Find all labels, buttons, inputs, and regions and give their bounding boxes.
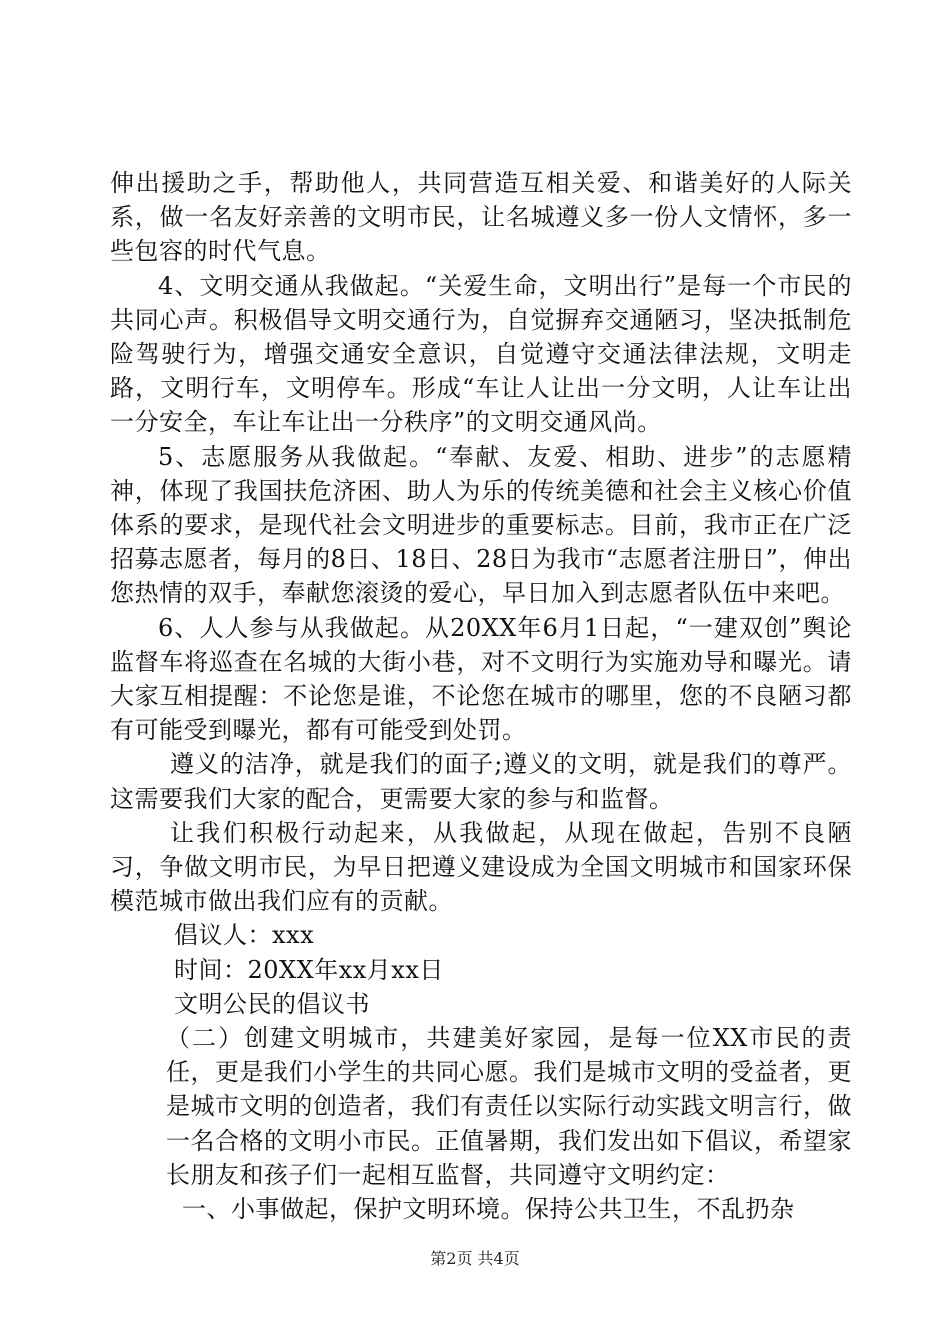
paragraph-item-one: 一、小事做起，保护文明环境。保持公共卫生，不乱扔杂 <box>182 1195 795 1224</box>
paragraph-continuation: 伸出援助之手，帮助他人，共同营造互相关爱、和谐美好的人际关系，做一名友好亲善的文明市民，让名城遵义多一份人文情怀，多一些包容的时代气息。 <box>110 169 852 266</box>
paragraph-section-two: （二）创建文明城市，共建美好家园，是每一位XX市民的责任，更是我们小学生的共同心愿。我们是城市文明的受益者，更是城市文明的创造者，我们有责任以实际行动实践文明言行，做一名合格的文明小市民。正值暑期，我们发出如下倡议，希望家长朋友和孩子们一起相互监督，共同遵守文明约定： <box>166 1024 852 1189</box>
paragraph-call-to-action: 让我们积极行动起来，从我做起，从现在做起，告别不良陋习，争做文明市民，为早日把遵义建设成为全国文明城市和国家环保模范城市做出我们应有的贡献。 <box>110 818 852 916</box>
paragraph-item-5: 5、志愿服务从我做起。“奉献、友爱、相助、进步”的志愿精神，体现了我国扶危济困、助人为乐的传统美德和社会主义核心价值体系的要求，是现代社会文明进步的重要标志。目前，我市正在广泛招募志愿者，每月的8日、18日、28日为我市“志愿者注册日”，伸出您热情的双手，奉献您滚烫的爱心，早日加入到志愿者队伍中来吧。 <box>110 442 852 608</box>
signature-initiator: 倡议人：xxx <box>174 921 315 950</box>
paragraph-zunyi: 遵义的洁净，就是我们的面子;遵义的文明，就是我们的尊严。这需要我们大家的配合，更需要大家的参与和监督。 <box>110 750 852 813</box>
signature-date: 时间：20XX年xx月xx日 <box>174 955 444 984</box>
document-body <box>110 166 852 1226</box>
page-indicator: 第2页 共4页 <box>430 1249 520 1268</box>
page-footer <box>0 1246 950 1269</box>
section-title: 文明公民的倡议书 <box>174 989 370 1018</box>
paragraph-item-6: 6、人人参与从我做起。从20XX年6月1日起，“一建双创”舆论监督车将巡查在名城的大街小巷，对不文明行为实施劝导和曝光。请大家互相提醒：不论您是谁，不论您在城市的哪里，您的不良陋习都有可能受到曝光，都有可能受到处罚。 <box>110 613 852 745</box>
paragraph-item-4: 4、文明交通从我做起。“关爱生命，文明出行”是每一个市民的共同心声。积极倡导文明交通行为，自觉摒弃交通陋习，坚决抵制危险驾驶行为，增强交通安全意识，自觉遵守交通法律法规，文明走路，文明行车，文明停车。形成“车让人让出一分文明，人让车让出一分安全，车让车让出一分秩序”的文明交通风尚。 <box>110 271 852 437</box>
